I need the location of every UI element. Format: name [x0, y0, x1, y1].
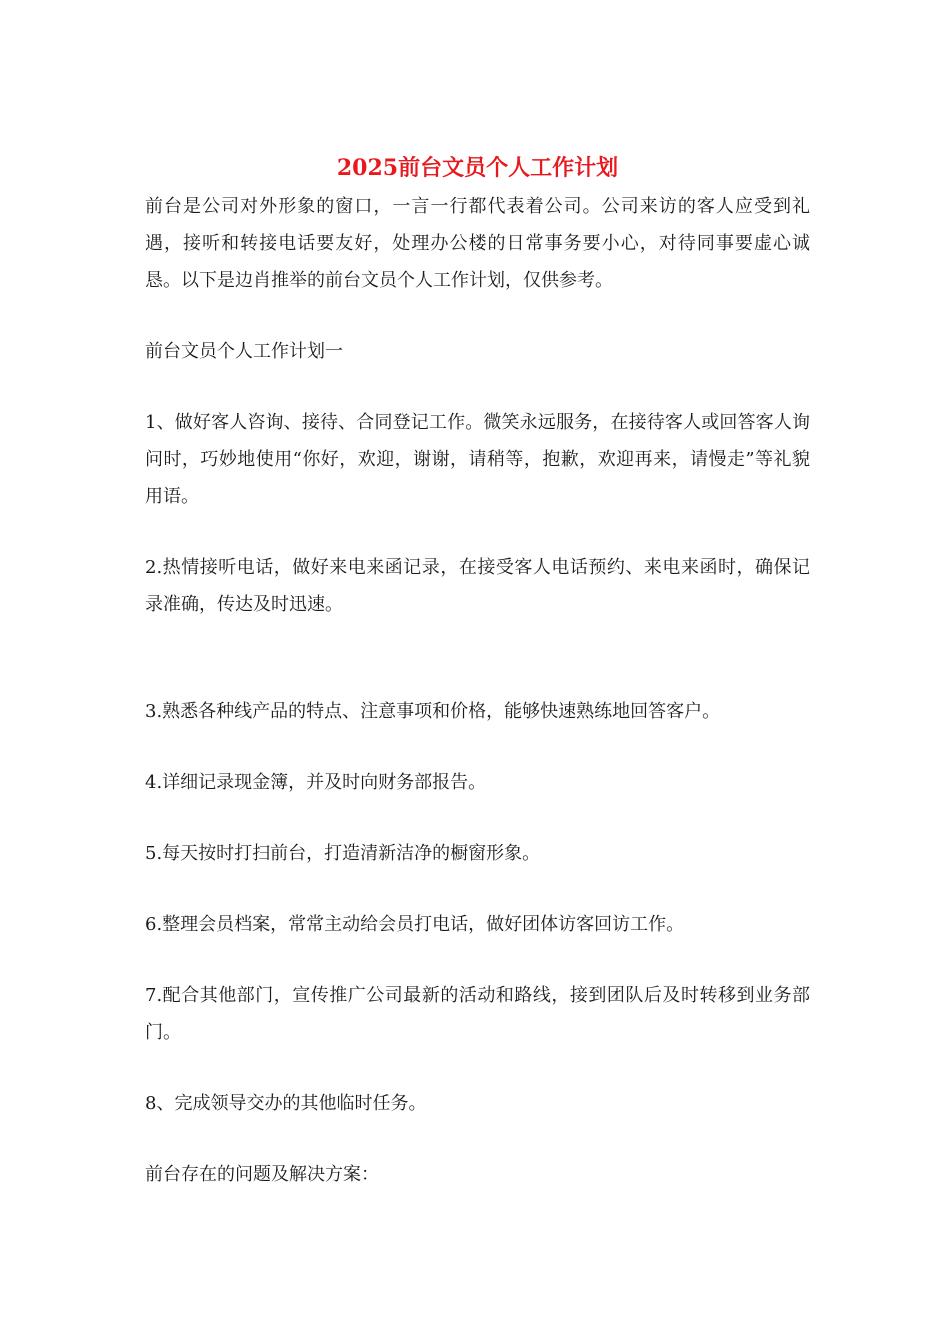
intro-paragraph: 前台是公司对外形象的窗口，一言一行都代表着公司。公司来访的客人应受到礼遇，接听和转接电话要友好，处理办公楼的日常事务要小心，对待同事要虚心诚恳。以下是边肖推举的前台文员个人工作计划，仅供参考。	[145, 196, 810, 291]
list-item: 6.整理会员档案，常常主动给会员打电话，做好团体访客回访工作。	[145, 914, 685, 935]
list-item: 8、完成领导交办的其他临时任务。	[145, 1093, 427, 1114]
list-item: 3.熟悉各种线产品的特点、注意事项和价格，能够快速熟练地回答客户。	[145, 701, 721, 722]
list-item: 1、做好客人咨询、接待、合同登记工作。微笑永远服务，在接待客人或回答客人询问时，巧妙地使用“你好，欢迎，谢谢，请稍等，抱歉，欢迎再来，请慢走”等礼貌用语。	[145, 412, 810, 507]
section-heading: 前台文员个人工作计划一	[145, 341, 343, 362]
document-body	[145, 148, 810, 1193]
list-item: 5.每天按时打扫前台，打造清新洁净的橱窗形象。	[145, 843, 541, 864]
closing-heading: 前台存在的问题及解决方案：	[145, 1164, 379, 1185]
document-title: 2025前台文员个人工作计划	[336, 155, 619, 181]
list-item: 4.详细记录现金簿，并及时向财务部报告。	[145, 772, 487, 793]
list-item: 2.热情接听电话，做好来电来函记录，在接受客人电话预约、来电来函时，确保记录准确，传达及时迅速。	[145, 557, 810, 615]
list-item: 7.配合其他部门，宣传推广公司最新的活动和路线，接到团队后及时转移到业务部门。	[145, 985, 810, 1043]
